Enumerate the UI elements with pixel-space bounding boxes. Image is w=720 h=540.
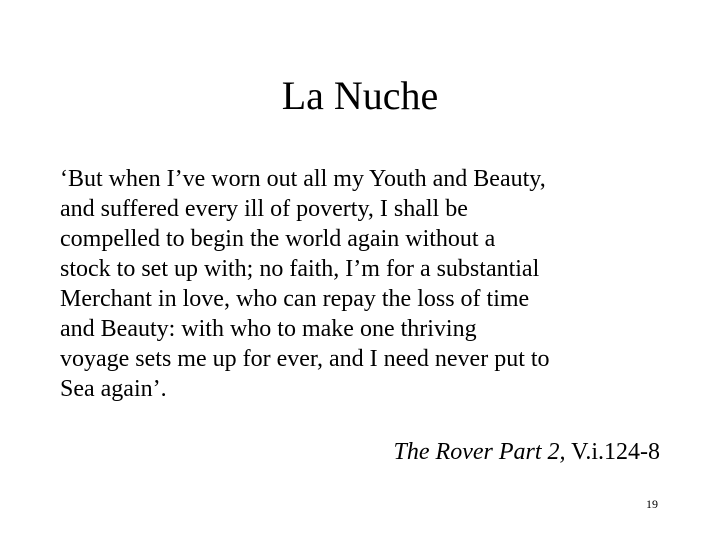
quote-line: voyage sets me up for ever, and I need never put to — [60, 346, 550, 372]
quote-line: compelled to begin the world again without a — [60, 226, 496, 252]
quote-line: stock to set up with; no faith, I’m for a substantial — [60, 256, 540, 282]
citation-work-title: The Rover Part 2, — [393, 439, 566, 465]
slide-number: 19 — [646, 497, 658, 511]
quote-line: Sea again’. — [60, 376, 167, 402]
quote-text — [60, 164, 708, 404]
slide-title: La Nuche — [281, 73, 439, 118]
quote-line: and suffered every ill of poverty, I shall be — [60, 196, 468, 222]
citation-reference: V.i.124-8 — [565, 439, 660, 465]
quote-line: ‘But when I’ve worn out all my Youth and Beauty, — [60, 166, 546, 192]
quote-line: and Beauty: with who to make one thriving — [60, 316, 477, 342]
quote-line: Merchant in love, who can repay the loss of time — [60, 286, 530, 312]
citation — [394, 437, 660, 467]
